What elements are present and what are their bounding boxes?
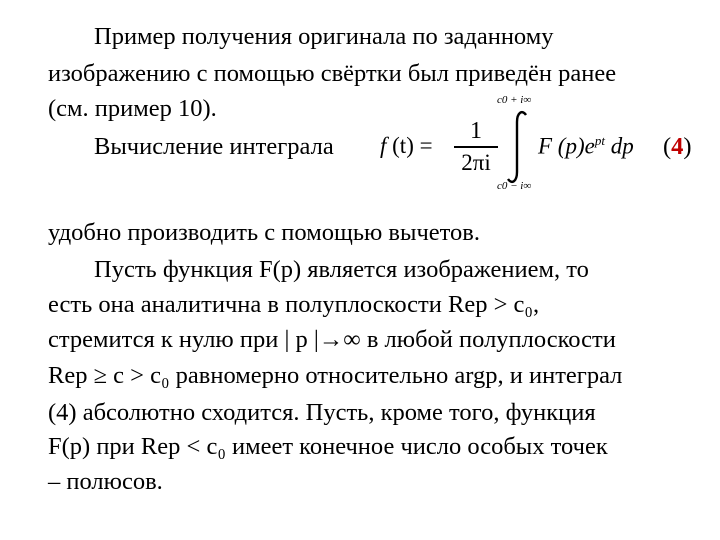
equation-number	[663, 132, 692, 162]
integrand-base: F (p)e	[538, 133, 595, 159]
text-line: – полюсов.	[48, 468, 163, 495]
text-line: удобно производить с помощью вычетов.	[48, 219, 480, 246]
formula-fraction	[454, 118, 498, 176]
text-line: изображению с помощью свёртки был приведён ранее	[48, 60, 617, 87]
formula-function-name: f	[380, 133, 387, 158]
text-line: (4) абсолютно сходится. Пусть, кроме того, функция	[48, 399, 596, 426]
text-line: Пример получения оригинала по заданному	[94, 23, 554, 50]
fraction-denominator: 2πi	[461, 149, 491, 175]
text-line: стремится к нулю при | p |→∞ в любой полуплоскости	[48, 326, 616, 353]
fraction-bar	[454, 146, 498, 148]
fraction-numerator: 1	[470, 118, 482, 144]
integrand-exponent: pt	[594, 133, 605, 148]
eq-number: 4	[671, 133, 684, 160]
integral-sign-icon	[500, 110, 534, 184]
integral-upper-limit: c0 + i∞	[497, 94, 532, 106]
formula-integrand	[538, 133, 634, 160]
formula-lhs	[380, 133, 433, 159]
eq-paren-close: )	[683, 133, 692, 160]
formula-argument: (t) =	[386, 133, 433, 158]
text-line: Rep ≥ c > c₀ равномерно относительно argp, и интеграл	[48, 362, 623, 389]
text-line: (см. пример 10).	[48, 95, 217, 122]
integral-lower-limit: c0 − i∞	[497, 180, 532, 192]
eq-paren-open: (	[663, 133, 672, 160]
text-line: F(p) при Rep < c₀ имеет конечное число особых точек	[48, 433, 608, 460]
integral-formula	[380, 94, 680, 200]
integrand-differential: dp	[604, 133, 634, 159]
text-line: есть она аналитична в полуплоскости Rep > c₀,	[48, 291, 540, 318]
text-line: Вычисление интеграла	[94, 133, 334, 160]
text-line: Пусть функция F(p) является изображением, то	[94, 256, 589, 283]
